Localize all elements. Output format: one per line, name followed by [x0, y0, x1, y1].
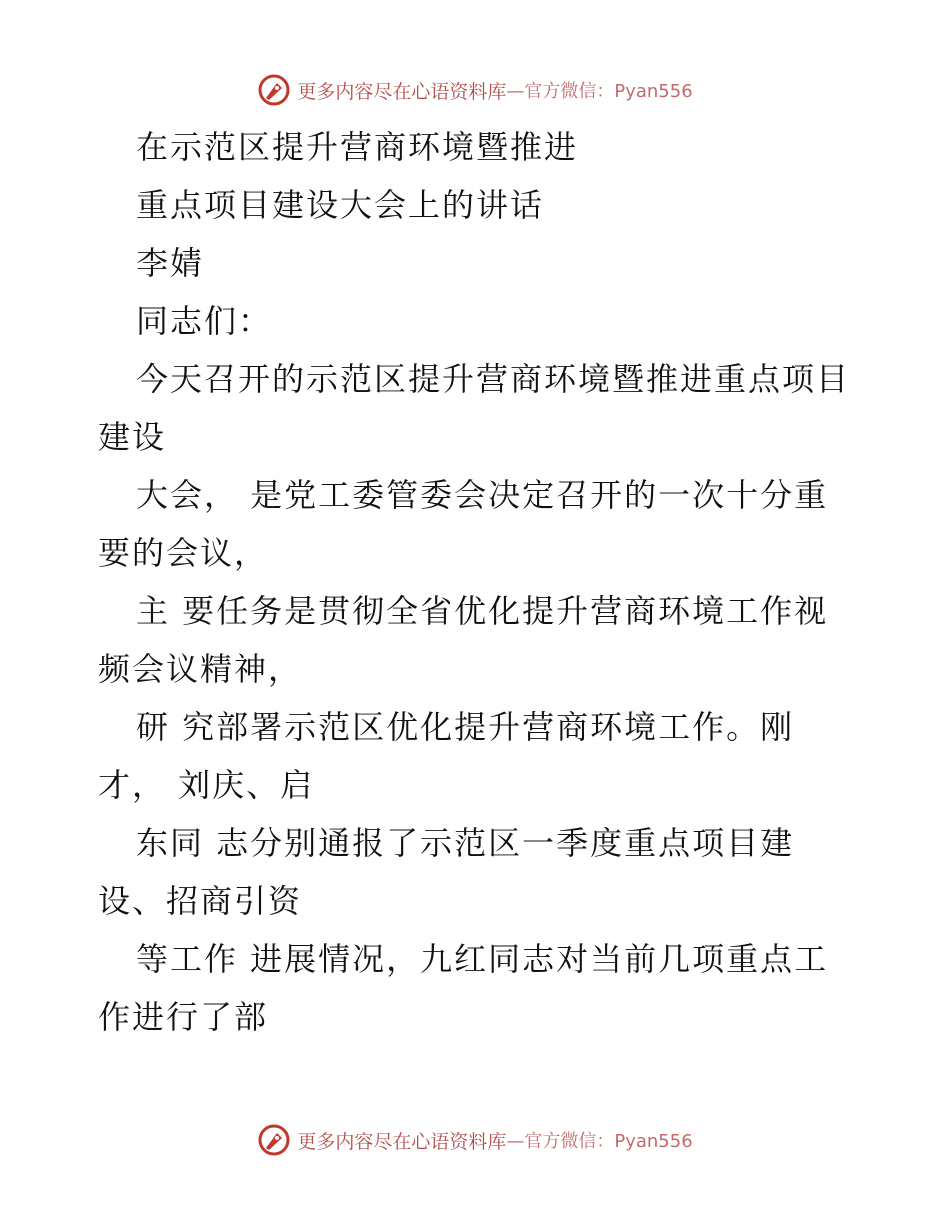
body-line: 主 要任务是贯彻全省优化提升营商环境工作视: [136, 592, 829, 630]
pen-nib-logo-icon: [257, 73, 291, 107]
salutation: 同志们：: [136, 302, 273, 340]
header-watermark-banner: [0, 70, 950, 110]
document-body: [98, 118, 858, 1046]
body-line: 大会， 是党工委管委会决定召开的一次十分重: [136, 476, 829, 514]
body-line: 频会议精神，: [98, 650, 303, 688]
pen-nib-logo-icon: [257, 1123, 291, 1157]
body-line: 要的会议，: [98, 534, 269, 572]
body-line: 建设: [98, 418, 167, 456]
body-line: 设、招商引资: [98, 882, 303, 920]
body-line: 作进行了部: [98, 998, 269, 1036]
footer-watermark-banner: [0, 1120, 950, 1160]
footer-contact-text: —官方微信：Pyan556: [506, 1131, 693, 1152]
author-name: 李婧: [136, 244, 205, 282]
title-line-2: 重点项目建设大会上的讲话: [136, 186, 545, 224]
footer-brand-text: 更多内容尽在心语资料库: [297, 1130, 507, 1153]
header-brand-text: 更多内容尽在心语资料库: [297, 80, 507, 103]
body-line: 等工作 进展情况，九红同志对当前几项重点工: [136, 940, 829, 978]
title-line-1: 在示范区提升营商环境暨推进: [136, 128, 579, 166]
body-line: 东同 志分别通报了示范区一季度重点项目建: [136, 824, 795, 862]
body-line: 研 究部署示范区优化提升营商环境工作。刚: [136, 708, 795, 746]
header-contact-text: —官方微信：Pyan556: [506, 81, 693, 102]
body-line: 才， 刘庆、启: [98, 766, 315, 804]
body-line: 今天召开的示范区提升营商环境暨推进重点项目: [136, 360, 851, 398]
